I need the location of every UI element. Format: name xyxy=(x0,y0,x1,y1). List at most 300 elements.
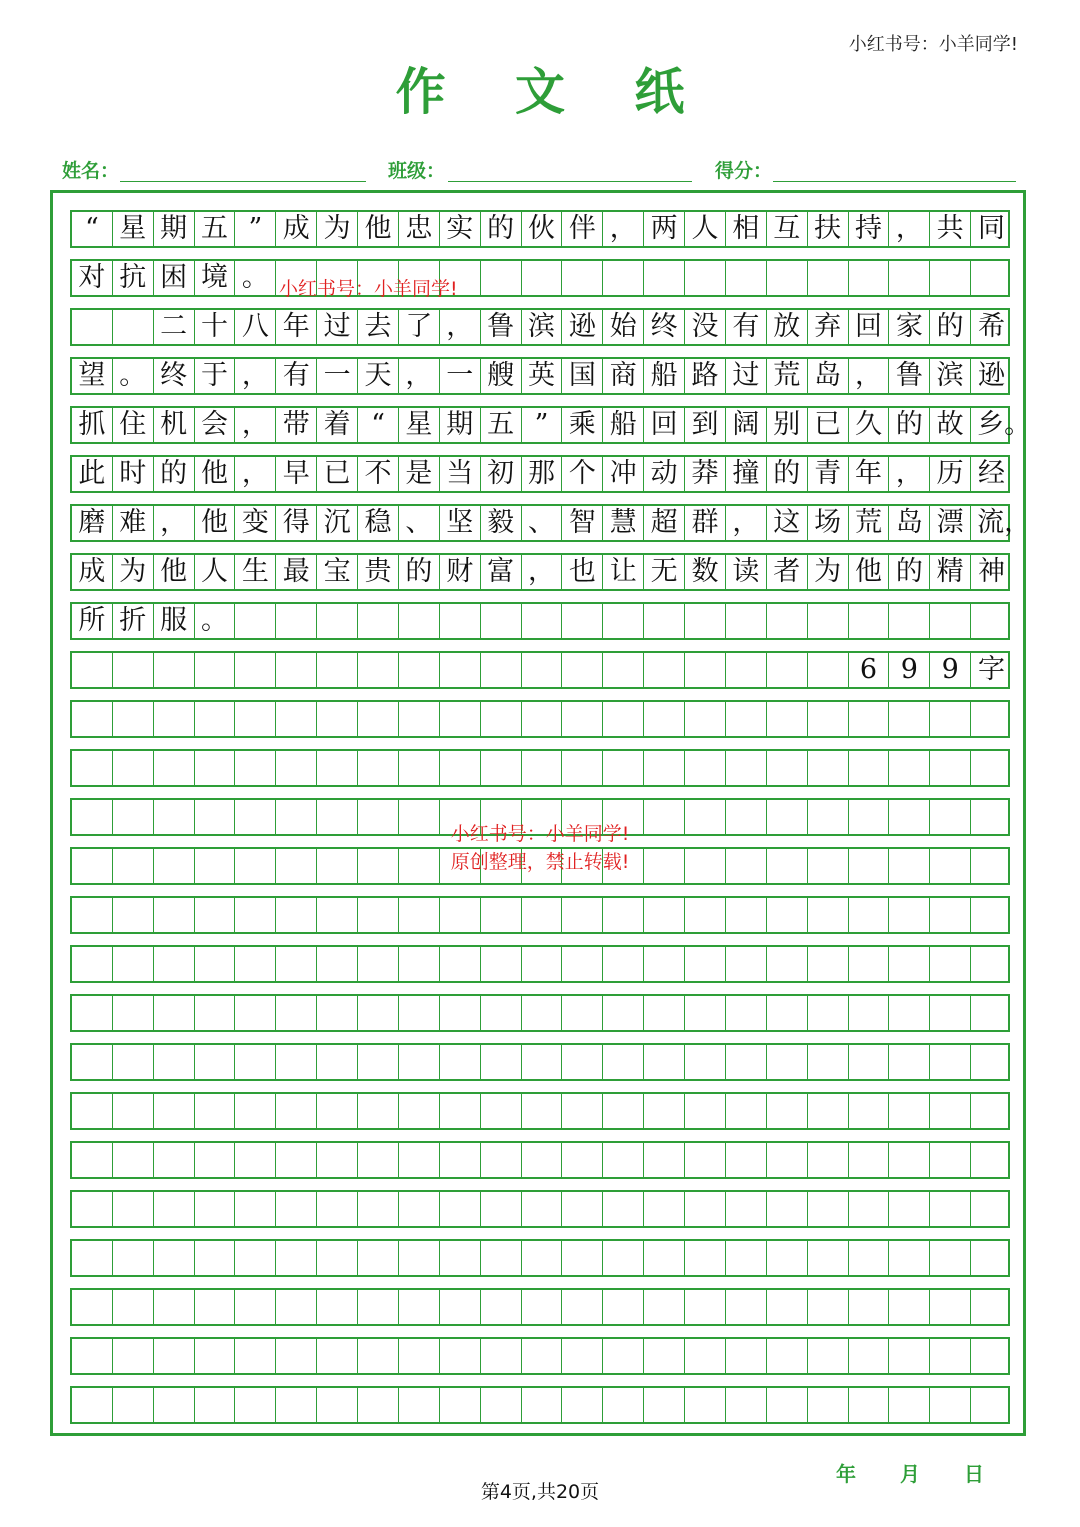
watermark-inline: 小红书号：小羊同学! xyxy=(279,278,458,300)
grid-cell xyxy=(889,700,930,738)
grid-cell xyxy=(317,945,358,983)
grid-cell xyxy=(358,749,399,787)
grid-cell xyxy=(317,994,358,1032)
grid-cell xyxy=(399,994,440,1032)
grid-cell xyxy=(481,259,522,297)
grid-cell: 过 xyxy=(726,357,767,395)
grid-cell: 那 xyxy=(522,455,563,493)
grid-cell xyxy=(644,651,685,689)
grid-cell xyxy=(603,1141,644,1179)
grid-cell: 服 xyxy=(154,602,195,640)
grid-cell xyxy=(522,1043,563,1081)
class-field[interactable] xyxy=(388,156,694,184)
grid-cell xyxy=(522,1337,563,1375)
grid-cell xyxy=(971,259,1012,297)
grid-cell xyxy=(930,1239,971,1277)
grid-cell xyxy=(726,700,767,738)
grid-cell xyxy=(235,994,276,1032)
grid-row xyxy=(70,1092,1010,1130)
grid-cell: 回 xyxy=(849,308,890,346)
grid-cell xyxy=(889,1141,930,1179)
grid-cell xyxy=(767,749,808,787)
grid-row xyxy=(70,1239,1010,1277)
grid-cell xyxy=(481,1239,522,1277)
grid-cell xyxy=(195,1239,236,1277)
grid-cell xyxy=(889,1386,930,1424)
grid-cell xyxy=(767,1190,808,1228)
grid-cell xyxy=(399,896,440,934)
grid-cell: ， xyxy=(849,357,890,395)
grid-cell: 伙 xyxy=(522,210,563,248)
grid-cell: 星 xyxy=(399,406,440,444)
grid-cell: 国 xyxy=(562,357,603,395)
grid-cell xyxy=(358,1043,399,1081)
grid-row xyxy=(70,308,1010,346)
grid-cell xyxy=(440,1092,481,1130)
date-day-label: 日 xyxy=(964,1462,984,1486)
grid-cell xyxy=(481,945,522,983)
grid-cell: 时 xyxy=(113,455,154,493)
grid-cell xyxy=(889,259,930,297)
grid-cell xyxy=(440,1141,481,1179)
grid-cell xyxy=(195,651,236,689)
grid-cell: 岛 xyxy=(808,357,849,395)
grid-cell: 超 xyxy=(644,504,685,542)
grid-cell xyxy=(113,994,154,1032)
grid-cell xyxy=(113,945,154,983)
grid-cell xyxy=(644,700,685,738)
grid-row xyxy=(70,1190,1010,1228)
grid-cell xyxy=(808,602,849,640)
grid-cell xyxy=(440,1043,481,1081)
name-input-line[interactable] xyxy=(120,181,366,182)
grid-cell xyxy=(113,700,154,738)
grid-cell: 抓 xyxy=(72,406,113,444)
grid-cell xyxy=(481,602,522,640)
grid-cell xyxy=(562,1386,603,1424)
grid-cell xyxy=(195,1043,236,1081)
grid-cell: 困 xyxy=(154,259,195,297)
grid-cell xyxy=(317,700,358,738)
score-input-line[interactable] xyxy=(773,181,1016,182)
grid-cell xyxy=(154,1190,195,1228)
grid-cell xyxy=(522,602,563,640)
grid-cell xyxy=(440,1386,481,1424)
grid-cell: 已 xyxy=(808,406,849,444)
grid-cell: 乡。 xyxy=(977,409,1032,440)
name-field[interactable] xyxy=(62,156,368,184)
grid-cell: 读 xyxy=(726,553,767,591)
grid-cell: 9 xyxy=(889,651,930,689)
grid-cell xyxy=(358,1239,399,1277)
grid-cell xyxy=(195,1141,236,1179)
grid-cell: 二 xyxy=(154,308,195,346)
grid-cell xyxy=(808,1190,849,1228)
grid-cell xyxy=(72,700,113,738)
grid-cell: ， xyxy=(235,357,276,395)
score-field[interactable] xyxy=(715,156,1018,184)
grid-cell xyxy=(767,1337,808,1375)
grid-cell xyxy=(603,1190,644,1228)
grid-cell xyxy=(930,1337,971,1375)
grid-cell: 的 xyxy=(154,455,195,493)
grid-cell: 无 xyxy=(644,553,685,591)
grid-row xyxy=(70,651,1010,689)
grid-cell: ， xyxy=(235,406,276,444)
grid-cell xyxy=(72,896,113,934)
grid-cell xyxy=(195,1288,236,1326)
grid-cell xyxy=(113,651,154,689)
grid-cell xyxy=(562,749,603,787)
grid-cell: ， xyxy=(889,210,930,248)
grid-cell xyxy=(235,1043,276,1081)
grid-cell xyxy=(113,1190,154,1228)
grid-cell xyxy=(72,749,113,787)
grid-cell xyxy=(154,945,195,983)
grid-cell xyxy=(685,700,726,738)
grid-cell xyxy=(399,1288,440,1326)
grid-cell xyxy=(317,1190,358,1228)
grid-cell xyxy=(930,602,971,640)
grid-cell xyxy=(603,1337,644,1375)
grid-cell xyxy=(767,1043,808,1081)
grid-cell xyxy=(603,749,644,787)
grid-cell: 场 xyxy=(808,504,849,542)
grid-cell xyxy=(685,994,726,1032)
grid-cell: 稳 xyxy=(358,504,399,542)
grid-cell xyxy=(808,259,849,297)
grid-row xyxy=(70,1141,1010,1179)
grid-cell xyxy=(235,700,276,738)
grid-cell xyxy=(726,1337,767,1375)
grid-cell xyxy=(726,1141,767,1179)
grid-cell xyxy=(154,749,195,787)
grid-cell xyxy=(522,1141,563,1179)
grid-cell: 财 xyxy=(440,553,481,591)
grid-cell: ， xyxy=(522,553,563,591)
grid-row xyxy=(70,553,1010,591)
grid-cell xyxy=(113,749,154,787)
grid-cell xyxy=(481,1092,522,1130)
grid-cell: ， xyxy=(603,210,644,248)
grid-cell: 变 xyxy=(235,504,276,542)
grid-cell xyxy=(195,945,236,983)
grid-row xyxy=(70,896,1010,934)
grid-cell xyxy=(726,1288,767,1326)
grid-cell xyxy=(399,1141,440,1179)
grid-row xyxy=(70,504,1032,542)
grid-cell xyxy=(399,602,440,640)
grid-row xyxy=(70,602,1010,640)
grid-cell: 商 xyxy=(603,357,644,395)
grid-cell xyxy=(195,1190,236,1228)
grid-cell xyxy=(603,994,644,1032)
grid-cell xyxy=(726,259,767,297)
grid-cell xyxy=(971,602,1012,640)
grid-row xyxy=(70,749,1010,787)
grid-cell xyxy=(317,651,358,689)
grid-cell xyxy=(808,1386,849,1424)
grid-cell: 船 xyxy=(644,357,685,395)
grid-cell xyxy=(562,1043,603,1081)
grid-cell xyxy=(685,896,726,934)
grid-cell xyxy=(889,1239,930,1277)
grid-cell: 十 xyxy=(195,308,236,346)
grid-cell: 得 xyxy=(276,504,317,542)
grid-cell xyxy=(358,945,399,983)
grid-cell: 会 xyxy=(195,406,236,444)
grid-cell: 有 xyxy=(276,357,317,395)
grid-cell xyxy=(685,651,726,689)
grid-cell xyxy=(440,651,481,689)
grid-cell xyxy=(726,602,767,640)
grid-cell: 9 xyxy=(930,651,971,689)
grid-cell xyxy=(481,1337,522,1375)
grid-cell: 八 xyxy=(235,308,276,346)
grid-cell xyxy=(889,1337,930,1375)
grid-cell: 他 xyxy=(849,553,890,591)
grid-cell: 成 xyxy=(276,210,317,248)
grid-cell xyxy=(399,1386,440,1424)
grid-cell xyxy=(276,1043,317,1081)
grid-cell: 期 xyxy=(154,210,195,248)
grid-cell xyxy=(522,1092,563,1130)
grid-cell xyxy=(113,1386,154,1424)
watermark-center-line-1: 小红书号：小羊同学! xyxy=(450,823,630,845)
grid-cell xyxy=(154,1043,195,1081)
grid-cell xyxy=(930,259,971,297)
grid-cell xyxy=(849,896,890,934)
grid-cell: 两 xyxy=(644,210,685,248)
grid-cell xyxy=(808,749,849,787)
grid-cell xyxy=(72,1239,113,1277)
grid-cell xyxy=(562,651,603,689)
grid-cell xyxy=(685,1239,726,1277)
grid-cell: 让 xyxy=(603,553,644,591)
grid-cell: 终 xyxy=(154,357,195,395)
grid-cell xyxy=(644,896,685,934)
grid-cell: 流， xyxy=(977,507,1032,538)
grid-cell xyxy=(440,1190,481,1228)
grid-cell xyxy=(522,700,563,738)
grid-cell xyxy=(276,896,317,934)
grid-cell xyxy=(235,945,276,983)
grid-cell xyxy=(399,1239,440,1277)
grid-row xyxy=(70,357,1010,395)
grid-cell: 机 xyxy=(154,406,195,444)
grid-cell xyxy=(522,651,563,689)
grid-cell xyxy=(317,749,358,787)
grid-cell: 、 xyxy=(399,504,440,542)
grid-cell xyxy=(808,1337,849,1375)
grid-cell xyxy=(808,1092,849,1130)
grid-cell: 的 xyxy=(399,553,440,591)
grid-cell xyxy=(603,602,644,640)
watermark-center-line-2: 原创整理，禁止转载! xyxy=(450,851,630,873)
grid-cell xyxy=(276,1386,317,1424)
grid-cell: 过 xyxy=(317,308,358,346)
grid-cell xyxy=(808,994,849,1032)
name-label: 姓名： xyxy=(62,160,120,182)
grid-cell: 家 xyxy=(889,308,930,346)
grid-cell: 坚 xyxy=(440,504,481,542)
grid-cell xyxy=(644,1386,685,1424)
date-year-label: 年 xyxy=(836,1462,856,1486)
grid-cell xyxy=(358,994,399,1032)
grid-cell: 乘 xyxy=(562,406,603,444)
grid-cell xyxy=(767,1092,808,1130)
grid-cell: 忠 xyxy=(399,210,440,248)
grid-row xyxy=(70,1043,1010,1081)
grid-cell xyxy=(358,1288,399,1326)
grid-cell: 富 xyxy=(481,553,522,591)
grid-row xyxy=(70,1337,1010,1375)
grid-cell xyxy=(235,1386,276,1424)
date-month-label: 月 xyxy=(900,1462,920,1486)
grid-cell xyxy=(72,1092,113,1130)
grid-cell xyxy=(644,1092,685,1130)
grid-cell: 逊 xyxy=(562,308,603,346)
grid-cell xyxy=(317,1043,358,1081)
grid-cell xyxy=(317,1288,358,1326)
grid-cell: 。 xyxy=(235,259,276,297)
grid-cell xyxy=(726,1190,767,1228)
grid-cell xyxy=(317,1239,358,1277)
grid-row xyxy=(70,406,1032,444)
grid-cell xyxy=(808,1141,849,1179)
grid-cell xyxy=(276,1239,317,1277)
grid-row xyxy=(70,945,1010,983)
grid-cell: 这 xyxy=(767,504,808,542)
grid-cell xyxy=(154,1239,195,1277)
grid-cell xyxy=(276,1190,317,1228)
grid-cell xyxy=(440,749,481,787)
grid-cell xyxy=(154,1386,195,1424)
grid-cell: 带 xyxy=(276,406,317,444)
grid-cell: 没 xyxy=(685,308,726,346)
grid-cell: 青 xyxy=(808,455,849,493)
grid-cell xyxy=(767,700,808,738)
grid-cell xyxy=(317,1386,358,1424)
grid-cell: 扶 xyxy=(808,210,849,248)
grid-cell: 最 xyxy=(276,553,317,591)
grid-cell: 也 xyxy=(562,553,603,591)
grid-cell xyxy=(849,1386,890,1424)
grid-cell: 逊 xyxy=(978,360,1006,391)
grid-cell xyxy=(235,1288,276,1326)
grid-cell: 滨 xyxy=(930,357,971,395)
grid-cell: 冲 xyxy=(603,455,644,493)
grid-cell xyxy=(72,994,113,1032)
grid-cell: 船 xyxy=(603,406,644,444)
grid-cell xyxy=(930,700,971,738)
grid-cell xyxy=(767,1239,808,1277)
grid-cell xyxy=(522,1386,563,1424)
grid-cell: 是 xyxy=(399,455,440,493)
grid-cell xyxy=(685,1337,726,1375)
grid-cell xyxy=(154,896,195,934)
grid-cell xyxy=(726,1386,767,1424)
grid-cell: 鲁 xyxy=(481,308,522,346)
grid-cell xyxy=(603,1288,644,1326)
grid-cell xyxy=(808,1043,849,1081)
grid-row xyxy=(70,210,1010,248)
grid-cell: 人 xyxy=(195,553,236,591)
grid-cell xyxy=(317,1337,358,1375)
grid-cell xyxy=(971,1092,1012,1130)
grid-cell xyxy=(522,1190,563,1228)
class-input-line[interactable] xyxy=(448,181,692,182)
grid-cell xyxy=(522,1288,563,1326)
grid-cell: ， xyxy=(399,357,440,395)
grid-cell: 慧 xyxy=(603,504,644,542)
grid-cell xyxy=(603,945,644,983)
grid-cell xyxy=(889,602,930,640)
grid-cell: 故 xyxy=(930,406,971,444)
grid-cell xyxy=(971,700,1012,738)
grid-cell xyxy=(440,945,481,983)
grid-cell: 他 xyxy=(195,504,236,542)
grid-cell xyxy=(767,602,808,640)
grid-cell xyxy=(235,1092,276,1130)
score-label: 得分： xyxy=(715,160,773,182)
grid-cell xyxy=(481,1043,522,1081)
grid-cell xyxy=(72,1043,113,1081)
grid-cell: 艘 xyxy=(481,357,522,395)
grid-cell xyxy=(849,259,890,297)
grid-cell xyxy=(685,1190,726,1228)
grid-cell: 漂 xyxy=(930,504,971,542)
grid-cell xyxy=(522,749,563,787)
grid-cell: 实 xyxy=(440,210,481,248)
grid-cell xyxy=(930,896,971,934)
grid-cell: 为 xyxy=(808,553,849,591)
grid-cell xyxy=(440,602,481,640)
grid-cell: 6 xyxy=(849,651,890,689)
grid-cell: 难 xyxy=(113,504,154,542)
grid-cell: 了 xyxy=(399,308,440,346)
grid-cell: 早 xyxy=(276,455,317,493)
grid-cell xyxy=(971,749,1012,787)
grid-row xyxy=(70,994,1010,1032)
grid-cell xyxy=(235,602,276,640)
grid-cell xyxy=(971,896,1012,934)
grid-cell: 望 xyxy=(72,357,113,395)
grid-cell xyxy=(358,1337,399,1375)
grid-cell xyxy=(603,1043,644,1081)
grid-cell xyxy=(195,1337,236,1375)
grid-cell xyxy=(113,1043,154,1081)
grid-cell xyxy=(930,1386,971,1424)
grid-cell xyxy=(113,1337,154,1375)
grid-cell xyxy=(685,1141,726,1179)
grid-cell xyxy=(644,602,685,640)
grid-cell: 、 xyxy=(522,504,563,542)
grid-cell: 已 xyxy=(317,455,358,493)
grid-cell xyxy=(644,945,685,983)
grid-cell: ， xyxy=(154,504,195,542)
grid-cell xyxy=(317,602,358,640)
grid-cell xyxy=(849,994,890,1032)
grid-cell: 字 xyxy=(978,654,1006,685)
grid-cell xyxy=(767,1288,808,1326)
grid-cell xyxy=(399,1092,440,1130)
grid-cell xyxy=(562,994,603,1032)
grid-cell: 抗 xyxy=(113,259,154,297)
grid-cell xyxy=(154,700,195,738)
grid-cell: 所 xyxy=(72,602,113,640)
grid-cell xyxy=(358,1141,399,1179)
